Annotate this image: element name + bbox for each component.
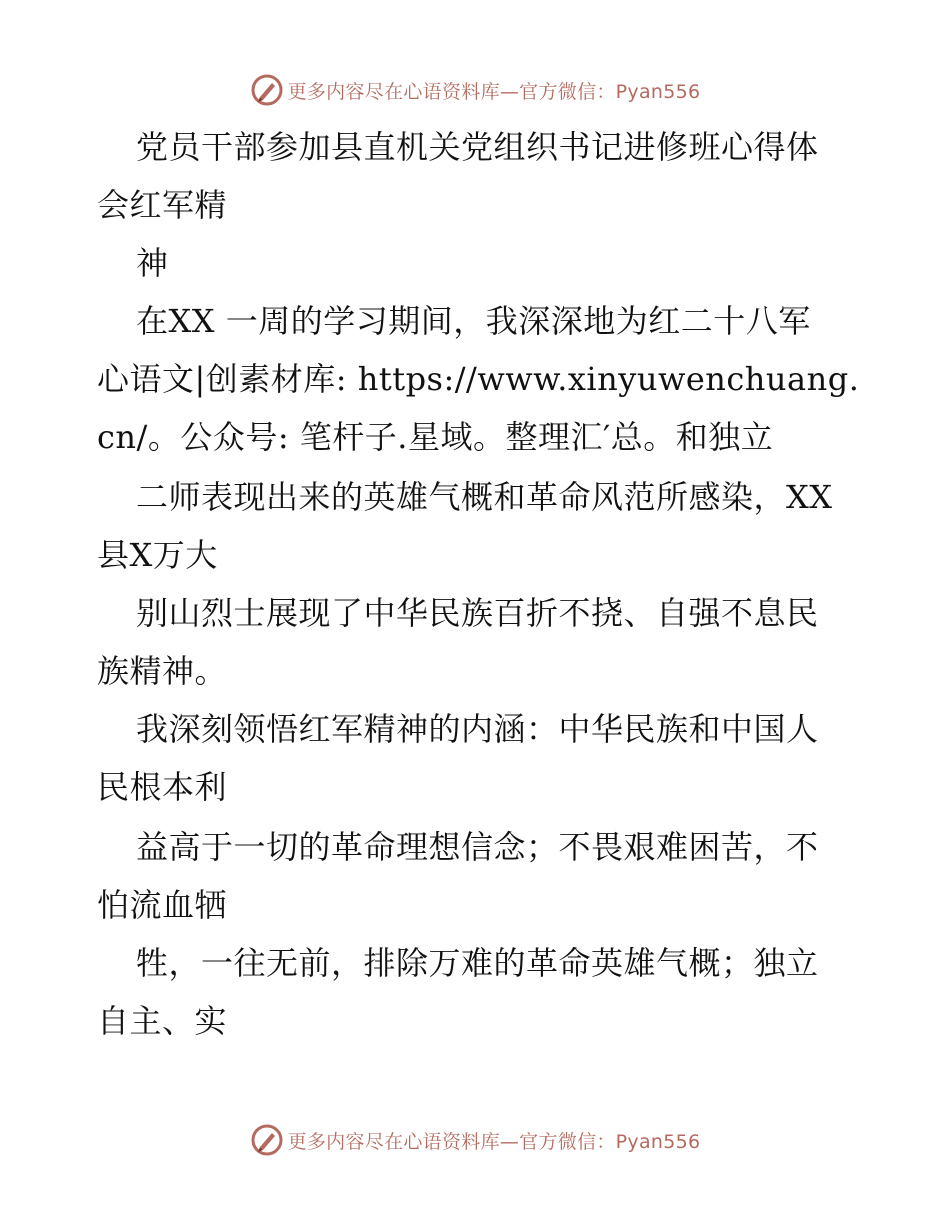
header-watermark-text: 更多内容尽在心语资料库—官方微信：Pyan556 [287,80,701,103]
text-line: 党员干部参加县直机关党组织书记进修班心得体 [136,128,819,166]
text-line: 益高于一切的革命理想信念；不畏艰难困苦，不 [136,828,819,866]
text-line: 怕流血牺 [97,886,228,924]
text-line: 牲，一往无前，排除万难的革命英雄气概；独立 [136,944,819,982]
text-line: 族精神。 [97,652,228,690]
text-line: 心语文|创素材库: https://www.xinyuwenchuang. [97,360,860,398]
pen-logo-icon [250,1123,284,1157]
text-line: cn/。公众号: 笔杆子.星域。整理汇′总。和独立 [97,418,774,456]
text-line: 自主、实 [97,1002,228,1040]
text-line: 别山烈士展现了中华民族百折不挠、自强不息民 [136,594,819,632]
footer-watermark-text: 更多内容尽在心语资料库—官方微信：Pyan556 [287,1130,701,1153]
pen-logo-icon [250,73,284,107]
text-line: 神 [136,244,169,282]
text-line: 在XX 一周的学习期间，我深深地为红二十八军 [136,302,811,340]
header-watermark-banner [0,72,950,108]
text-line: 县X万大 [97,536,218,574]
footer-watermark-banner [0,1122,950,1158]
text-line: 二师表现出来的英雄气概和革命风范所感染，XX [136,478,833,516]
text-line: 我深刻领悟红军精神的内涵：中华民族和中国人 [136,710,819,748]
text-line: 民根本利 [97,768,228,806]
text-line: 会红军精 [97,186,228,224]
